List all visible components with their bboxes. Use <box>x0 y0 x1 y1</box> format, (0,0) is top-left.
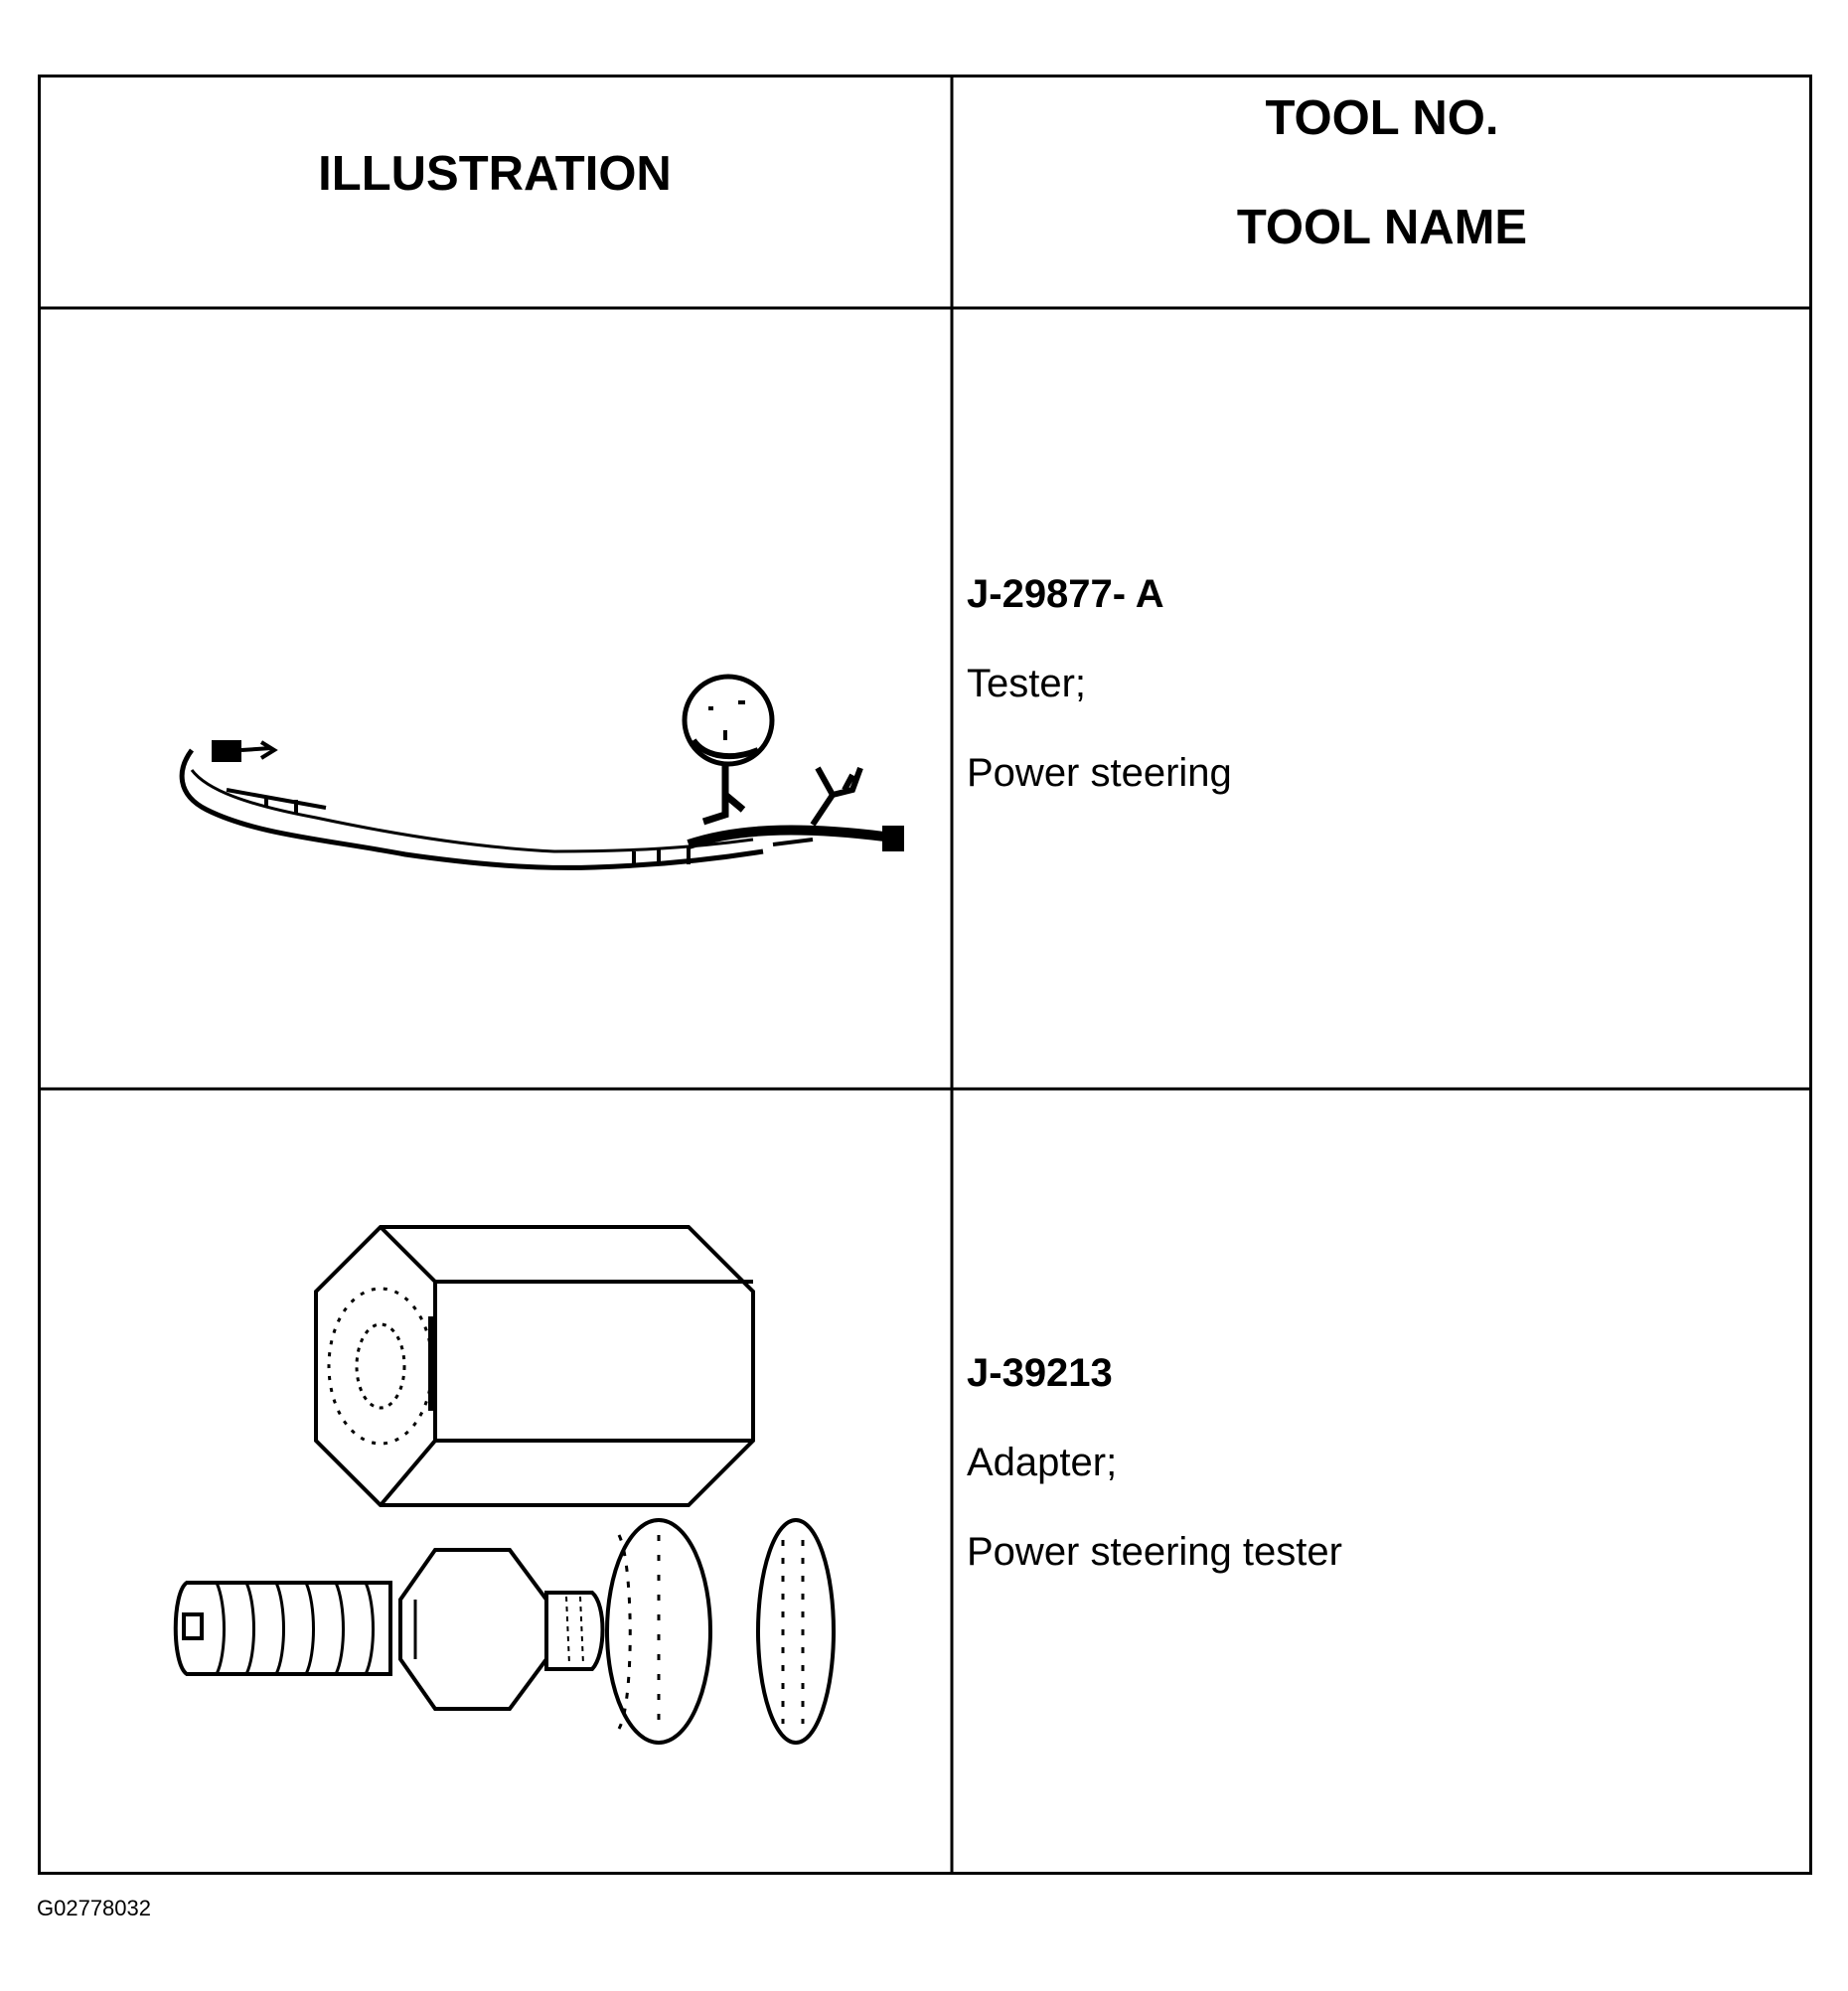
tool-name-header: TOOL NAME <box>1236 201 1528 254</box>
tool-number: J-39213 <box>967 1351 1113 1395</box>
tool-name-line: Power steering <box>967 751 1232 795</box>
figure-id: G02778032 <box>37 1896 151 1920</box>
tool-name-line: Adapter; <box>967 1441 1118 1484</box>
illustration-header: ILLUSTRATION <box>318 147 672 201</box>
special-tools-table <box>38 75 1812 1875</box>
tool-name-line: Power steering tester <box>967 1530 1342 1574</box>
pressure-tester-icon <box>117 591 932 889</box>
tool-no-header: TOOL NO. <box>1265 91 1499 145</box>
adapter-fittings-icon <box>117 1207 892 1823</box>
tool-number: J-29877- A <box>967 572 1164 616</box>
tool-name-line: Tester; <box>967 662 1087 705</box>
